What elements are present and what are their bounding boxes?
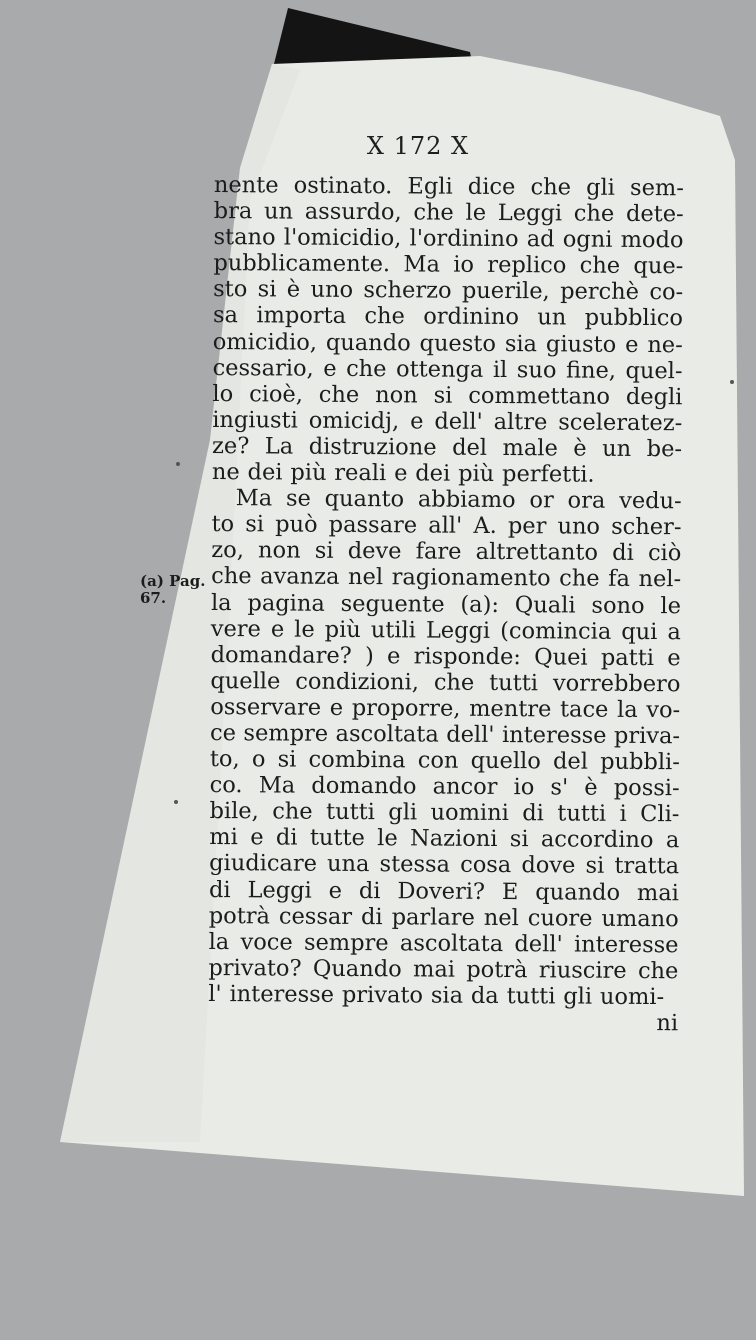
word: Quei bbox=[534, 643, 588, 671]
word: or bbox=[529, 487, 554, 514]
word: ottenga bbox=[396, 355, 484, 383]
word: sono bbox=[591, 592, 645, 619]
word: co. bbox=[209, 772, 243, 799]
text-line bbox=[211, 511, 681, 540]
text-line bbox=[210, 772, 680, 801]
word: privato bbox=[341, 981, 424, 1009]
word: Quali bbox=[514, 591, 576, 619]
word: tutti bbox=[326, 799, 375, 826]
text-line bbox=[210, 720, 680, 749]
word: stano bbox=[213, 224, 276, 251]
word: giusto bbox=[545, 330, 617, 358]
word: di bbox=[208, 876, 231, 903]
word: condizioni, bbox=[295, 668, 420, 696]
word: pubblicamente. bbox=[213, 250, 391, 278]
word: passare bbox=[328, 512, 418, 539]
page-header: X 172 X bbox=[366, 132, 470, 160]
word: ze? bbox=[211, 432, 250, 460]
word: e bbox=[410, 408, 424, 435]
word: e bbox=[328, 877, 343, 904]
word: la bbox=[208, 928, 230, 955]
word: che bbox=[579, 252, 621, 280]
word: Leggi bbox=[497, 200, 563, 227]
word: fare bbox=[415, 538, 462, 566]
word: suo bbox=[516, 356, 557, 384]
word: qui bbox=[621, 618, 658, 645]
word: più bbox=[458, 460, 495, 487]
word: che bbox=[637, 957, 679, 985]
ink-speck bbox=[176, 462, 180, 466]
word: Egli bbox=[407, 173, 453, 200]
word: to, bbox=[209, 746, 240, 773]
text-line bbox=[213, 224, 683, 253]
word: proporre, bbox=[351, 694, 461, 722]
text-line bbox=[209, 877, 679, 906]
word: dell' bbox=[514, 930, 563, 958]
text-line bbox=[208, 955, 678, 984]
word: che bbox=[272, 798, 313, 825]
word: abbiamo bbox=[417, 486, 516, 514]
word: più bbox=[324, 616, 361, 643]
text-line bbox=[214, 172, 684, 201]
word: ne- bbox=[647, 331, 683, 358]
text-line bbox=[208, 981, 678, 1010]
text-line bbox=[211, 616, 681, 645]
word: all' bbox=[428, 512, 463, 539]
word: zo, bbox=[211, 537, 245, 564]
word: umano bbox=[601, 905, 679, 932]
word: che bbox=[559, 565, 600, 593]
word: le bbox=[377, 825, 398, 852]
text-line bbox=[210, 746, 680, 775]
word: di bbox=[612, 540, 634, 567]
word: deve bbox=[347, 538, 402, 565]
word: il bbox=[492, 356, 508, 383]
word: si bbox=[314, 538, 334, 565]
word: sempre bbox=[243, 720, 329, 747]
word: altre bbox=[493, 408, 548, 436]
word: nel- bbox=[638, 566, 682, 593]
word: fa bbox=[608, 566, 631, 593]
word: puerile, bbox=[461, 278, 550, 305]
word: Leggi bbox=[247, 876, 312, 904]
word: bra bbox=[213, 198, 253, 225]
word: una bbox=[326, 851, 370, 878]
word: uno bbox=[310, 277, 354, 304]
word: A. bbox=[473, 513, 497, 540]
word: reali bbox=[334, 459, 387, 487]
text-line bbox=[212, 407, 682, 436]
word: vedu- bbox=[619, 487, 682, 515]
word: degli bbox=[625, 383, 683, 411]
text-line bbox=[210, 694, 680, 723]
word: dei bbox=[415, 460, 451, 487]
word: domandare? bbox=[210, 641, 352, 669]
word: lo bbox=[212, 380, 234, 407]
word: tace bbox=[559, 696, 609, 723]
word: fine, bbox=[565, 357, 617, 384]
word: questo bbox=[419, 330, 497, 357]
word: dete- bbox=[625, 200, 684, 228]
word: cioè, bbox=[249, 381, 304, 408]
word: stessa bbox=[379, 851, 451, 879]
word: dell' bbox=[446, 721, 495, 748]
word: dove bbox=[521, 852, 576, 879]
word: e bbox=[394, 460, 408, 487]
word: non bbox=[258, 537, 301, 564]
word: assurdo, bbox=[304, 198, 402, 226]
word: nente bbox=[213, 172, 279, 199]
word: Ma bbox=[403, 251, 441, 278]
word: to bbox=[211, 511, 235, 538]
text-line bbox=[211, 589, 681, 618]
word: ciò bbox=[647, 540, 682, 567]
word: vere bbox=[210, 615, 262, 642]
word: modo bbox=[620, 227, 684, 254]
word: da bbox=[470, 982, 499, 1009]
word: è bbox=[573, 435, 587, 462]
word: osservare bbox=[210, 693, 322, 721]
word: quanto bbox=[324, 485, 405, 513]
text-line bbox=[213, 276, 683, 305]
word: (comincia bbox=[500, 617, 612, 645]
word: interesse bbox=[573, 931, 679, 958]
word: Ma bbox=[235, 485, 273, 512]
word: a bbox=[667, 618, 681, 645]
word: accordino bbox=[540, 826, 654, 854]
word: ostinato. bbox=[293, 172, 393, 200]
margin-note bbox=[140, 573, 205, 607]
word: ne bbox=[211, 459, 240, 486]
text-line bbox=[211, 563, 681, 592]
word: ascoltata bbox=[335, 720, 439, 748]
word: Cli- bbox=[640, 801, 680, 828]
word: La bbox=[264, 433, 294, 460]
word: s' bbox=[550, 774, 569, 801]
word: be- bbox=[646, 435, 683, 463]
word: ragionamento bbox=[391, 564, 551, 592]
word: quando bbox=[325, 329, 411, 356]
text-line bbox=[214, 198, 684, 227]
word: Ma bbox=[258, 772, 296, 799]
word: ingiusti bbox=[212, 406, 298, 434]
word: e bbox=[329, 694, 344, 721]
word: di bbox=[522, 800, 544, 827]
word: più bbox=[290, 459, 327, 486]
word: tutti bbox=[557, 800, 607, 828]
word: del bbox=[552, 748, 589, 775]
word: possi- bbox=[613, 774, 680, 802]
word: mentre bbox=[469, 695, 552, 723]
text-line bbox=[209, 903, 679, 932]
text-line bbox=[209, 850, 679, 879]
word: ni bbox=[656, 1010, 679, 1037]
word: che bbox=[346, 355, 387, 382]
text-line bbox=[213, 355, 683, 384]
word: del bbox=[452, 434, 488, 461]
word: è bbox=[584, 774, 598, 801]
text-line bbox=[212, 459, 682, 488]
word: vo- bbox=[646, 696, 681, 724]
word: vorrebbero bbox=[552, 670, 681, 698]
word: mai bbox=[636, 879, 680, 906]
word: voce bbox=[240, 928, 293, 956]
word: nel bbox=[347, 564, 384, 591]
word: la bbox=[616, 696, 638, 723]
margin-note-line: (a) Pag. bbox=[140, 572, 206, 590]
word: privato? bbox=[208, 954, 302, 982]
word: ora bbox=[567, 487, 606, 514]
word: gli bbox=[563, 983, 593, 1010]
text-line bbox=[209, 929, 679, 958]
word: sempre bbox=[303, 929, 389, 956]
word: combina bbox=[308, 746, 406, 774]
word: ) bbox=[364, 642, 374, 669]
word: e bbox=[270, 616, 285, 643]
word: perchè bbox=[560, 278, 640, 306]
word: ordinino bbox=[423, 303, 520, 331]
word: le bbox=[294, 616, 315, 643]
word: uomi- bbox=[599, 983, 665, 1011]
word: Leggi bbox=[425, 617, 491, 644]
word: tratta bbox=[614, 853, 680, 880]
text-line bbox=[212, 485, 682, 514]
word: giudicare bbox=[209, 850, 318, 878]
text-line bbox=[210, 668, 680, 697]
word: che bbox=[318, 381, 360, 408]
word: scherzo bbox=[363, 277, 452, 305]
word: si bbox=[277, 746, 297, 773]
word: nel bbox=[483, 904, 519, 931]
word: avanza bbox=[260, 563, 340, 591]
text-line bbox=[209, 824, 679, 853]
text-line bbox=[212, 381, 682, 410]
margin-note-line: 67. bbox=[140, 589, 167, 607]
word: sa bbox=[212, 302, 239, 329]
word: domando bbox=[311, 772, 417, 800]
word: mi bbox=[209, 824, 238, 851]
word: dell' bbox=[434, 408, 483, 435]
word: potrà bbox=[466, 956, 528, 984]
word: di bbox=[358, 877, 381, 904]
word: Nazioni bbox=[409, 825, 498, 853]
word: que- bbox=[633, 253, 684, 280]
word: Quando bbox=[312, 955, 402, 983]
word: un bbox=[537, 304, 567, 331]
word: quel- bbox=[625, 357, 683, 384]
word: i bbox=[619, 801, 627, 828]
word: male bbox=[502, 434, 558, 462]
word: pubblico bbox=[584, 305, 684, 332]
text-line bbox=[209, 798, 679, 827]
text-line bbox=[211, 537, 681, 566]
word: l'omicidio, bbox=[283, 224, 402, 252]
word: che bbox=[211, 563, 252, 590]
word: sia bbox=[430, 982, 464, 1009]
word: Doveri? bbox=[397, 877, 486, 905]
word: cessario, bbox=[212, 354, 314, 382]
word: scher- bbox=[611, 514, 682, 541]
word: dice bbox=[467, 173, 516, 201]
word: ancor bbox=[432, 773, 498, 801]
word: con bbox=[417, 747, 459, 774]
word: un bbox=[602, 435, 632, 462]
ink-speck bbox=[174, 800, 178, 804]
word: interesse bbox=[229, 981, 335, 1008]
text-line bbox=[213, 302, 683, 331]
word: uomini bbox=[430, 799, 509, 827]
word: co- bbox=[649, 279, 684, 306]
word: un bbox=[263, 198, 294, 225]
word: quello bbox=[470, 747, 541, 775]
word: ad bbox=[526, 226, 555, 253]
body-text bbox=[208, 172, 684, 1036]
word: cessar bbox=[278, 903, 353, 930]
word: tutte bbox=[309, 825, 365, 852]
word: pubbli- bbox=[600, 748, 680, 776]
word: utili bbox=[370, 616, 417, 644]
word: sto bbox=[213, 276, 248, 303]
word: patti bbox=[600, 644, 655, 671]
word: parlare bbox=[391, 903, 475, 931]
word: sceleratez- bbox=[558, 409, 683, 437]
text-line bbox=[213, 329, 683, 358]
word: e bbox=[625, 331, 639, 358]
word: commettano bbox=[468, 382, 611, 410]
word: uno bbox=[557, 513, 601, 540]
word: importa bbox=[256, 302, 347, 330]
word: si bbox=[509, 826, 529, 853]
word: ogni bbox=[562, 226, 613, 253]
word: riuscire bbox=[538, 957, 627, 984]
word: o bbox=[251, 746, 266, 773]
word: si bbox=[585, 853, 605, 880]
word: se bbox=[285, 485, 311, 512]
word: bile, bbox=[209, 798, 259, 825]
word: pagina bbox=[247, 589, 325, 617]
word: e bbox=[323, 355, 337, 382]
word: e bbox=[250, 824, 264, 851]
word: perfetti. bbox=[501, 461, 595, 488]
word: si bbox=[257, 276, 277, 303]
word: risponde: bbox=[413, 643, 522, 670]
word: (a): bbox=[460, 591, 500, 618]
word: la bbox=[210, 589, 232, 616]
word: gli bbox=[388, 799, 418, 826]
word: di bbox=[275, 824, 298, 851]
word: e bbox=[387, 642, 401, 670]
word: l'ordinino bbox=[409, 225, 519, 253]
word: che bbox=[573, 200, 615, 227]
word: quelle bbox=[210, 667, 281, 695]
word: quando bbox=[535, 878, 621, 906]
word: può bbox=[275, 511, 318, 538]
word: le bbox=[660, 592, 682, 619]
word: l' bbox=[208, 980, 222, 1007]
word: cuore bbox=[527, 904, 593, 932]
word: a bbox=[665, 827, 680, 854]
word: gli bbox=[586, 174, 616, 201]
word: replico bbox=[487, 252, 567, 279]
text-line bbox=[208, 1007, 678, 1036]
word: io bbox=[513, 774, 535, 801]
word: sia bbox=[504, 330, 538, 357]
word: omicidio, bbox=[212, 328, 318, 356]
text-line bbox=[213, 250, 683, 279]
word: è bbox=[286, 276, 301, 303]
word: non bbox=[375, 381, 418, 409]
word: che bbox=[433, 669, 475, 696]
ink-speck bbox=[730, 380, 734, 384]
word: distruzione bbox=[308, 433, 437, 461]
word: dei bbox=[247, 459, 283, 486]
word: si bbox=[433, 382, 453, 409]
text-line bbox=[212, 433, 682, 462]
word: interesse bbox=[501, 721, 607, 749]
word: per bbox=[507, 513, 547, 540]
word: priva- bbox=[613, 722, 681, 750]
word: altrettanto bbox=[475, 539, 599, 567]
word: omicidj, bbox=[308, 407, 400, 435]
word: tutti bbox=[489, 669, 539, 697]
word: sem- bbox=[629, 174, 684, 202]
word: seguente bbox=[340, 590, 445, 618]
word: ascoltata bbox=[399, 930, 504, 957]
word: che bbox=[364, 303, 405, 330]
word: mai bbox=[412, 956, 456, 983]
word: cosa bbox=[460, 852, 512, 879]
word: potrà bbox=[208, 902, 271, 930]
word: di bbox=[360, 903, 383, 930]
text-line bbox=[211, 642, 681, 671]
word: che bbox=[413, 199, 454, 226]
word: io bbox=[453, 251, 475, 279]
word: che bbox=[530, 174, 572, 201]
word: ce bbox=[209, 719, 237, 747]
word: E bbox=[501, 878, 519, 905]
word: le bbox=[465, 199, 487, 226]
word: tutti bbox=[506, 982, 556, 1010]
word: si bbox=[245, 511, 265, 538]
word: e bbox=[667, 644, 681, 671]
